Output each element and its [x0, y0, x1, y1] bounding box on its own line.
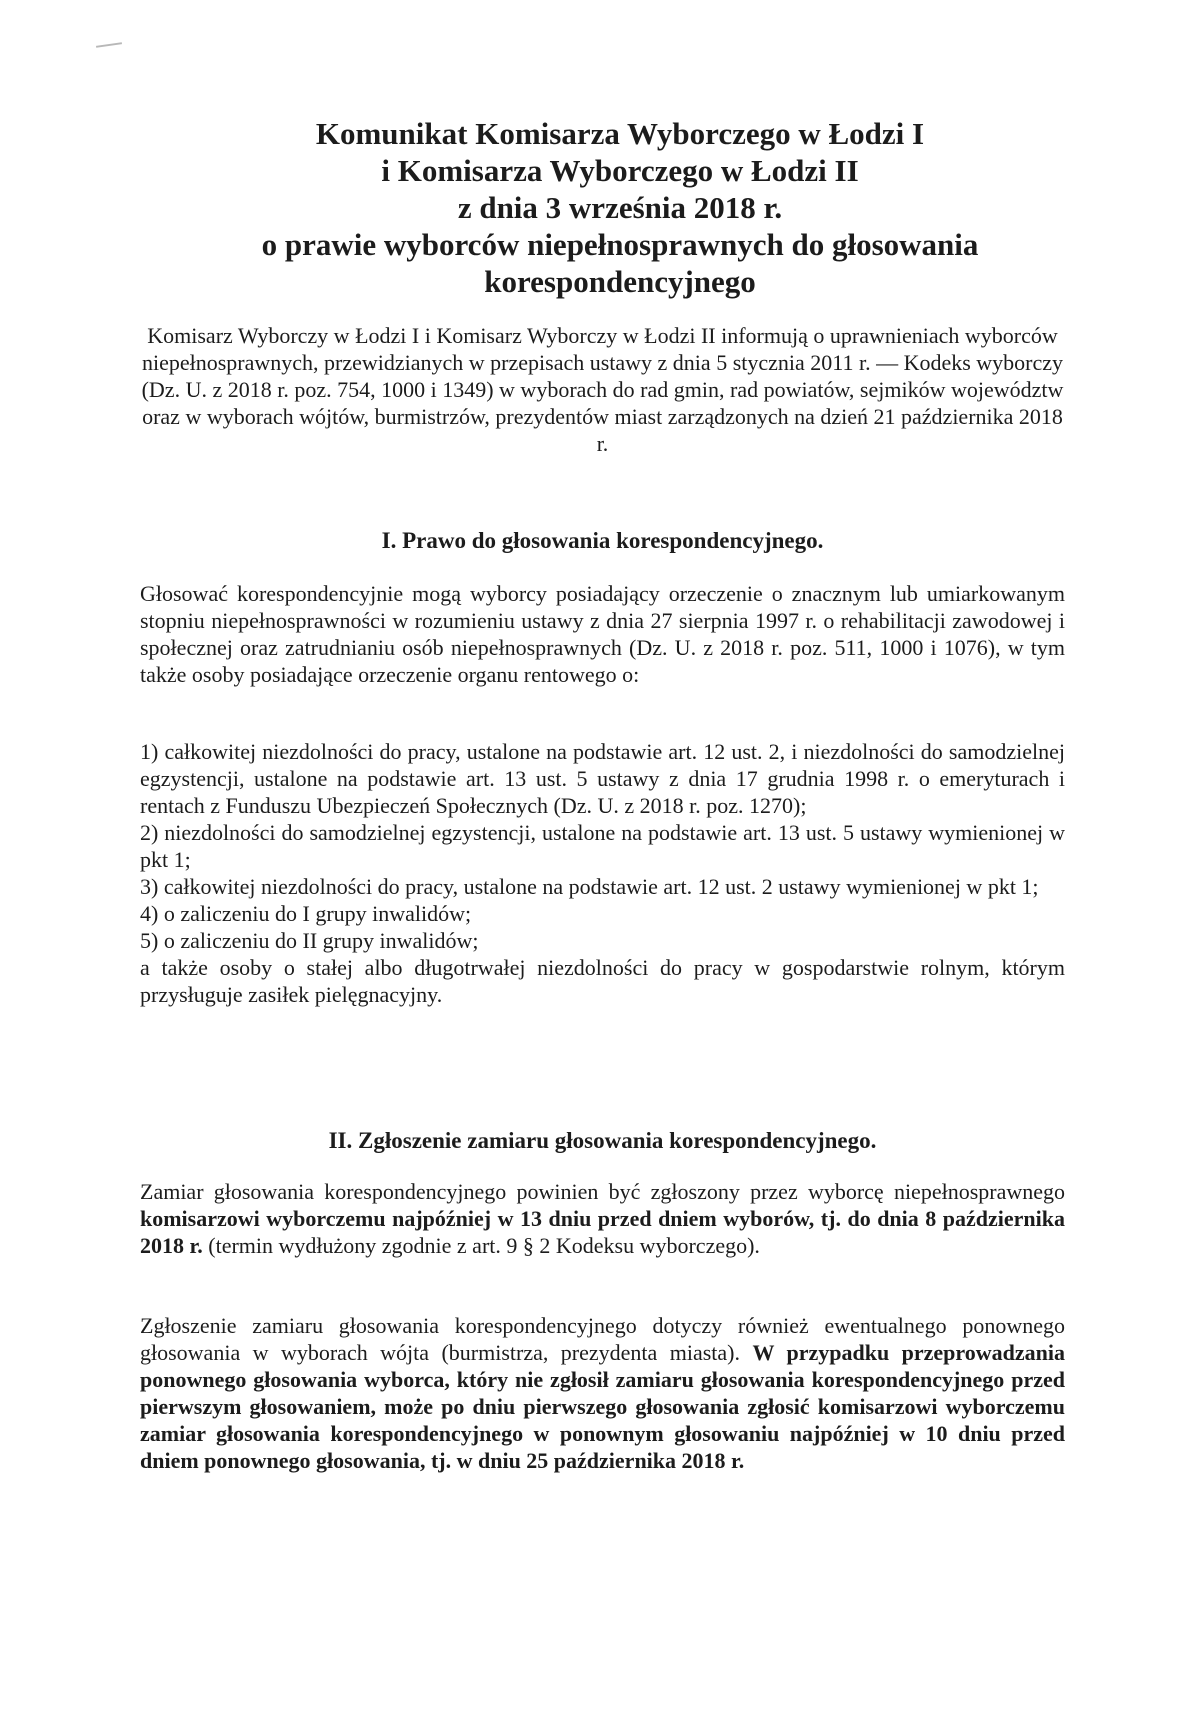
title-line-5: korespondencyjnego: [484, 264, 756, 299]
title-line-1: Komunikat Komisarza Wyborczego w Łodzi I: [315, 116, 925, 151]
list-item-1: 1) całkowitej niezdolności do pracy, ustalone na podstawie art. 12 ust. 2, i niezdolności do samodzielnej egzystencji, ustalone na podstawie art. 13 ust. 5 ustawy z dnia 17 grudnia 1998 r. o emeryturach i rentach z Funduszu Ubezpieczeń Społecznych (Dz. U. z 2018 r. poz. 1270);: [140, 739, 1065, 818]
list-item-4: 4) o zaliczeniu do I grupy inwalidów;: [140, 901, 472, 926]
section-2-p1-text-a: Zamiar głosowania korespondencyjnego powinien być zgłoszony przez wyborcę niepełnosprawnego: [140, 1179, 1065, 1204]
intro-paragraph: Komisarz Wyborczy w Łodzi I i Komisarz Wyborczy w Łodzi II informują o uprawnieniach wyborców niepełnosprawnych, przewidzianych w przepisach ustawy z dnia 5 stycznia 2011 r. — Kodeks wyborczy (Dz. U. z 2018 r. poz. 754, 1000 i 1349) w wyborach do rad gmin, rad powiatów, sejmików województw oraz w wyborach wójtów, burmistrzów, prezydentów miast zarządzonych na dzień 21 października 2018 r.: [141, 323, 1064, 456]
list-item-closing: a także osoby o stałej albo długotrwałej niezdolności do pracy w gospodarstwie rolnym, którym przysługuje zasiłek pielęgnacyjny.: [140, 955, 1065, 1007]
document-title: [250, 115, 990, 300]
section-1-heading: I. Prawo do głosowania korespondencyjnego.: [381, 528, 824, 553]
eligibility-list: [140, 738, 1065, 1008]
section-2-p1-bold: komisarzowi wyborczemu najpóźniej w 13 dniu przed dniem wyborów, tj. do dnia 8 października 2018 r.: [140, 1206, 1065, 1258]
section-2-p2-text-a: Zgłoszenie zamiaru głosowania korespondencyjnego dotyczy również ewentualnego ponownego głosowania w wyborach wójta (burmistrza, prezydenta miasta).: [140, 1313, 1065, 1365]
title-line-3: z dnia 3 września 2018 r.: [457, 190, 783, 225]
list-item-5: 5) o zaliczeniu do II grupy inwalidów;: [140, 928, 479, 953]
title-line-2: i Komisarza Wyborczego w Łodzi II: [381, 153, 859, 188]
title-line-4: o prawie wyborców niepełnosprawnych do głosowania: [261, 227, 979, 262]
section-2-p1-text-c: (termin wydłużony zgodnie z art. 9 § 2 Kodeksu wyborczego).: [202, 1233, 760, 1258]
list-item-2: 2) niezdolności do samodzielnej egzystencji, ustalone na podstawie art. 13 ust. 5 ustawy wymienionej w pkt 1;: [140, 820, 1065, 872]
list-item-3: 3) całkowitej niezdolności do pracy, ustalone na podstawie art. 12 ust. 2 ustawy wymienionej w pkt 1;: [140, 874, 1039, 899]
section-2-paragraph-2: [140, 1312, 1065, 1474]
section-2-heading: II. Zgłoszenie zamiaru głosowania korespondencyjnego.: [328, 1128, 877, 1153]
section-2-paragraph-1: [140, 1178, 1065, 1259]
section-1-paragraph: Głosować korespondencyjnie mogą wyborcy posiadający orzeczenie o znacznym lub umiarkowanym stopniu niepełnosprawności w rozumieniu ustawy z dnia 27 sierpnia 1997 r. o rehabilitacji zawodowej i społecznej oraz zatrudnianiu osób niepełnosprawnych (Dz. U. z 2018 r. poz. 511, 1000 i 1076), w tym także osoby posiadające orzeczenie organu rentowego o:: [140, 581, 1065, 687]
scan-artifact-mark: [96, 42, 122, 48]
section-2-p2-bold: W przypadku przeprowadzania ponownego głosowania wyborca, który nie zgłosił zamiaru głosowania korespondencyjnego przed pierwszym głosowaniem, może po dniu pierwszego głosowania zgłosić komisarzowi wyborczemu zamiar głosowania korespondencyjnego w ponownym głosowaniu najpóźniej w 10 dniu przed dniem ponownego głosowania, tj. w dniu 25 października 2018 r.: [140, 1340, 1065, 1473]
